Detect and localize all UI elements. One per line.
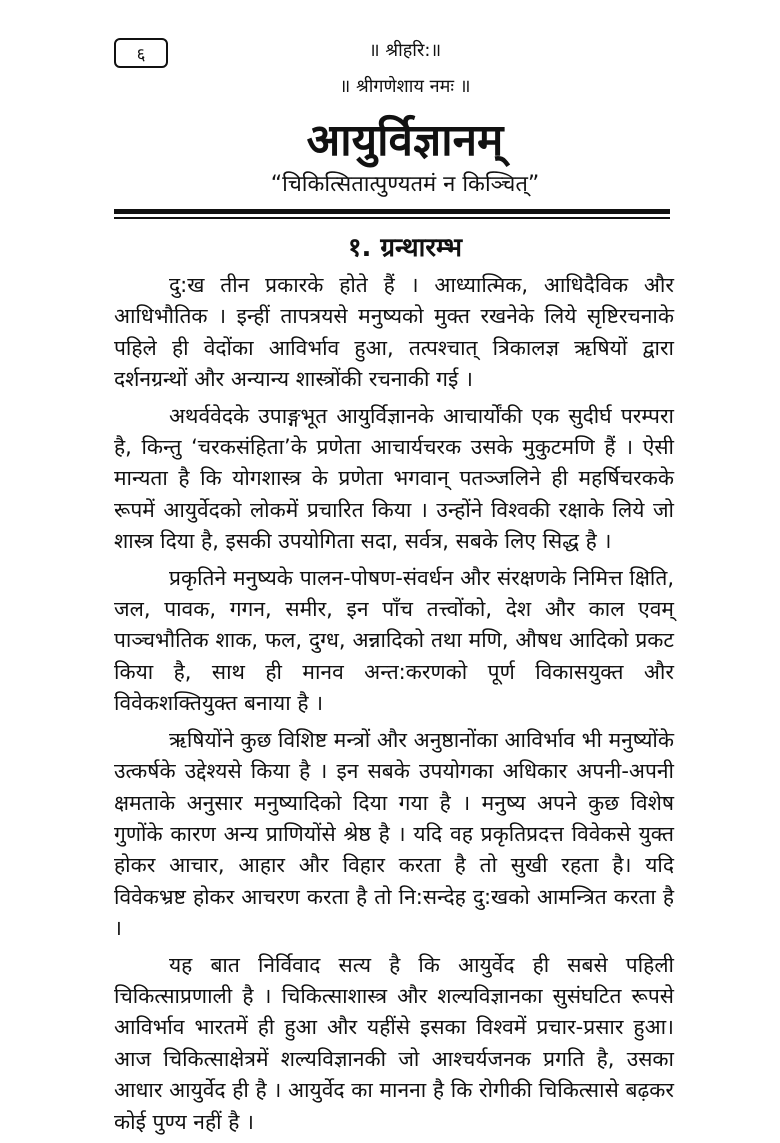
paragraph: यह बात निर्विवाद सत्य है कि आयुर्वेद ही सबसे पहिली चिकित्साप्रणाली है । चिकित्साशास्त्र और शल्यविज्ञानका सुसंघटित रूपसे आविर्भाव भारतमें ही हुआ और यहींसे इसका विश्वमें प्रचार-प्रसार हुआ। आज चिकित्साक्षेत्रमें शल्यविज्ञानकी जो आश्चर्यजनक प्रगति है, उसका आधार आयुर्वेद ही है । आयुर्वेद का मानना है कि रोगीकी चिकित्सासे बढ़कर कोई पुण्य नहीं है । xyxy=(114,952,674,1134)
body-text xyxy=(114,270,674,1143)
paragraph: अथर्ववेदके उपाङ्गभूत आयुर्विज्ञानके आचार्योंकी एक सुदीर्घ परम्परा है, किन्तु ‘चरकसंहिता’के प्रणेता आचार्यचरक उसके मुकुटमणि हैं । ऐसी मान्यता है कि योगशास्त्र के प्रणेता भगवान् पतञ्जलिने ही महर्षिचरकके रूपमें आयुर्वेदको लोकमें प्रचारित किया । उन्होंने विश्वकी रक्षाके लिये जो शास्त्र दिया है, इसकी उपयोगिता सदा, सर्वत्र, सबके लिए सिद्ध है । xyxy=(114,403,674,554)
chapter-heading: १. ग्रन्थारम्भ xyxy=(347,233,463,263)
paragraph: दु:ख तीन प्रकारके होते हैं । आध्यात्मिक, आधिदैविक और आधिभौतिक । इन्हीं तापत्रयसे मनुष्यको मुक्त रखनेके लिये सृष्टिरचनाके पहिले ही वेदोंका आविर्भाव हुआ, तत्पश्चात् त्रिकालज्ञ ऋषियों द्वारा दर्शनग्रन्थों और अन्यान्य शास्त्रोंकी रचनाकी गई । xyxy=(114,273,674,392)
invocation-line-1: ॥ श्रीहरि:॥ xyxy=(368,40,442,61)
header-rule-thin xyxy=(114,217,670,219)
invocation-line-2: ॥ श्रीगणेशाय नमः ॥ xyxy=(339,76,471,97)
header-rule-thick xyxy=(114,209,670,214)
motto: “चिकित्सितात्पुण्यतमं न किञ्चित्” xyxy=(270,172,540,197)
page-number: ६ xyxy=(114,38,168,68)
page-title: आयुर्विज्ञानम् xyxy=(306,115,504,166)
paragraph: प्रकृतिने मनुष्यके पालन-पोषण-संवर्धन और संरक्षणके निमित्त क्षिति, जल, पावक, गगन, समीर, इन पाँच तत्त्वोंको, देश और काल एवम् पाञ्चभौतिक शाक, फल, दुग्ध, अन्नादिको तथा मणि, औषध आदिको प्रकट किया है, साथ ही मानव अन्त:करणको पूर्ण विकासयुक्त और विवेकशक्तियुक्त बनाया है । xyxy=(114,565,674,716)
paragraph: ऋषियोंने कुछ विशिष्ट मन्त्रों और अनुष्ठानोंका आविर्भाव भी मनुष्योंके उत्कर्षके उद्देश्यसे किया है । इन सबके उपयोगका अधिकार अपनी-अपनी क्षमताके अनुसार मनुष्यादिको दिया गया है । मनुष्य अपने कुछ विशेष गुणोंके कारण अन्य प्राणियोंसे श्रेष्ठ है । यदि वह प्रकृतिप्रदत्त विवेकसे युक्त होकर आचार, आहार और विहार करता है तो सुखी रहता है। यदि विवेकभ्रष्ट होकर आचरण करता है तो नि:सन्देह दु:खको आमन्त्रित करता है । xyxy=(114,727,674,941)
